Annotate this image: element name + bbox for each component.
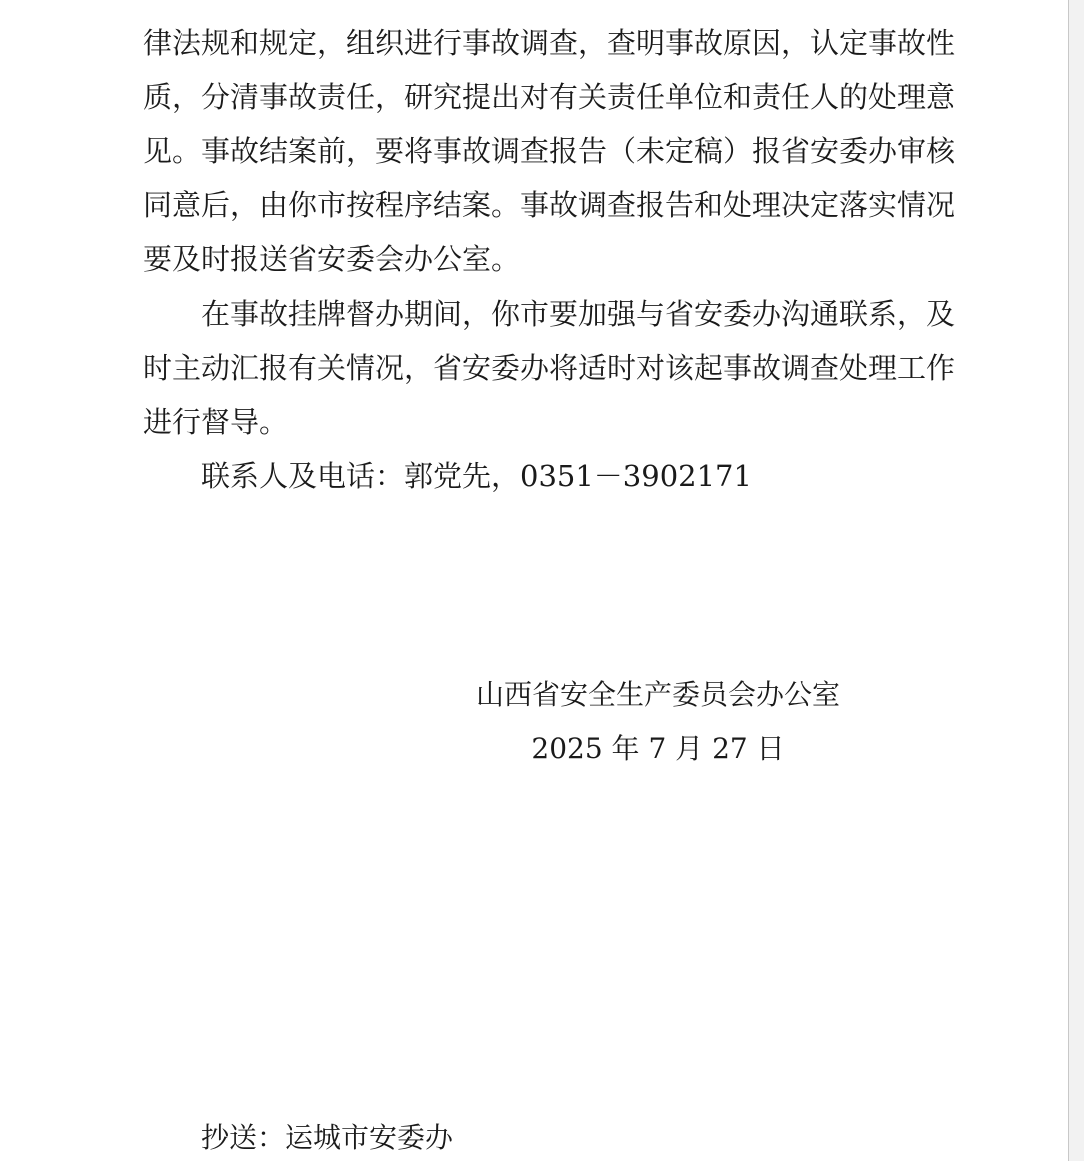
body-line: 见。事故结案前，要将事故调查报告（未定稿）报省安委办审核	[143, 134, 956, 168]
body-line: 进行督导。	[143, 405, 289, 439]
signature-organization: 山西省安全生产委员会办公室	[475, 678, 840, 711]
body-line: 同意后，由你市按程序结案。事故调查报告和处理决定落实情况	[143, 188, 956, 222]
body-line: 律法规和规定，组织进行事故调查，查明事故原因，认定事故性	[143, 26, 956, 60]
body-line: 在事故挂牌督办期间，你市要加强与省安委办沟通联系，及	[201, 297, 956, 331]
page-edge	[1068, 0, 1084, 1161]
cc-line: 抄送：运城市安委办	[201, 1121, 454, 1154]
contact-line: 联系人及电话：郭党先，0351－3902171	[201, 459, 752, 493]
body-line: 质，分清事故责任，研究提出对有关责任单位和责任人的处理意	[143, 80, 956, 114]
signature-date: 2025 年 7 月 27 日	[531, 732, 785, 765]
body-line: 时主动汇报有关情况，省安委办将适时对该起事故调查处理工作	[143, 351, 956, 385]
body-line: 要及时报送省安委会办公室。	[143, 242, 521, 276]
